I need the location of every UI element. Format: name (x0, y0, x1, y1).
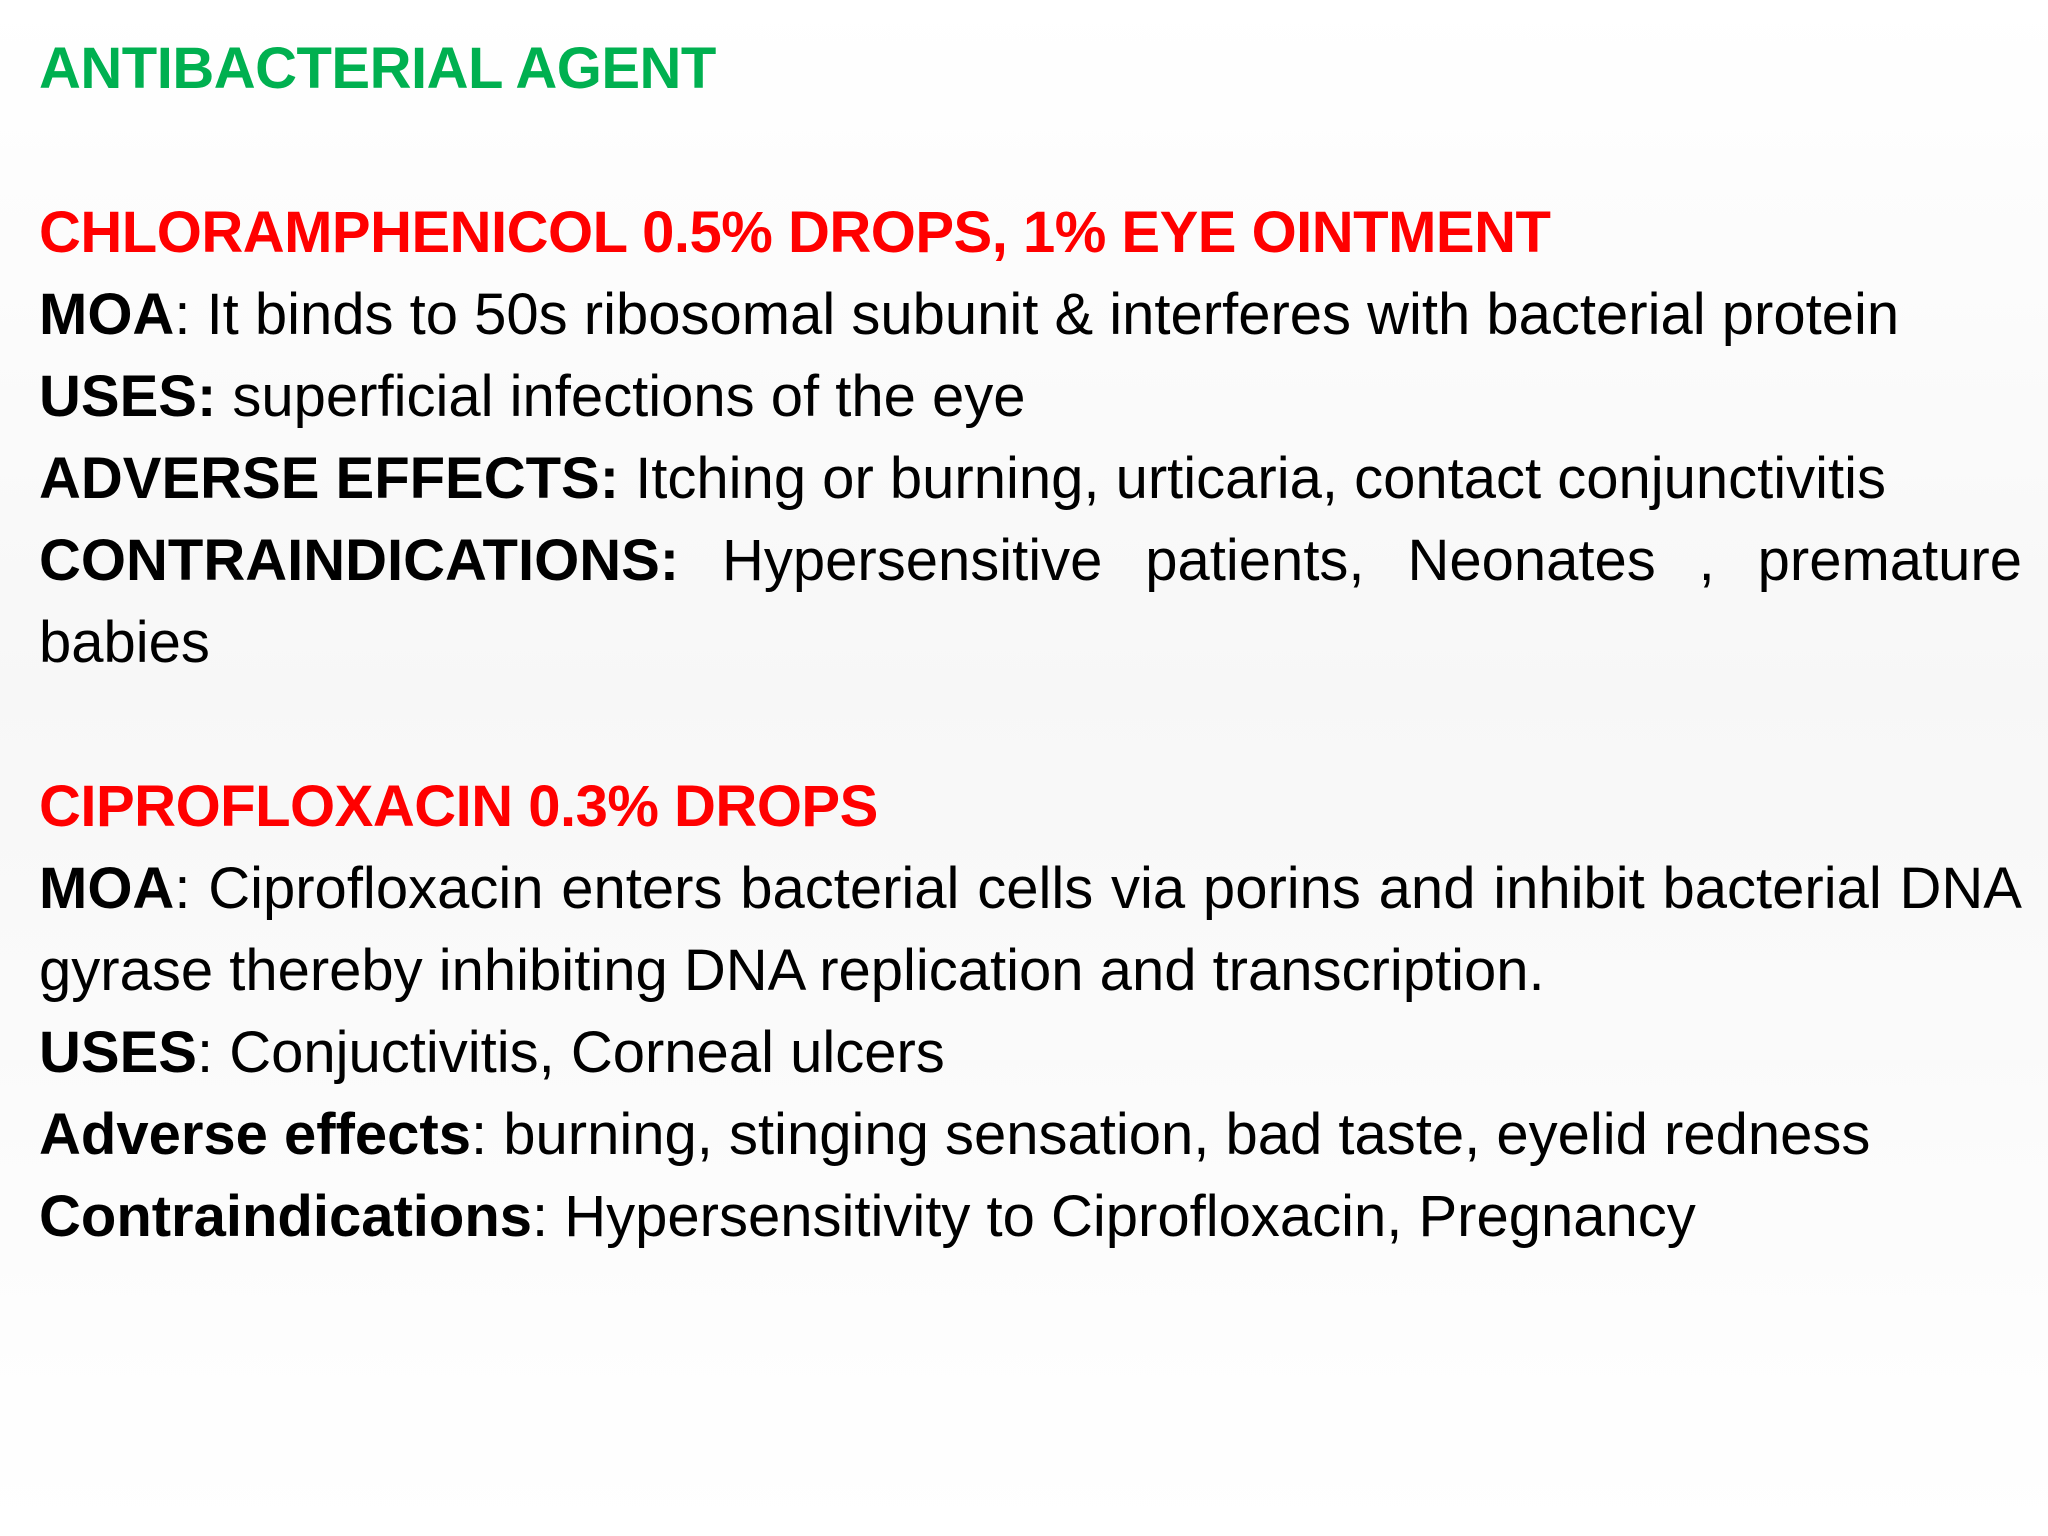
separator: : (174, 282, 207, 347)
spacer (39, 110, 2022, 192)
separator (619, 446, 635, 511)
adverse-effects-label: ADVERSE EFFECTS: (39, 446, 620, 511)
uses-label: USES: (39, 364, 217, 429)
moa-text: Ciprofloxacin enters bacterial cells via porins and inhibit bacterial DNA gyrase thereby inhibiting DNA replication and transcription. (39, 856, 2022, 1003)
separator (679, 528, 722, 593)
separator: : (196, 1020, 230, 1085)
contraindications-paragraph (39, 1176, 2022, 1258)
contraindications-text: Hypersensitive patients, Neonates , premature babies (39, 528, 2022, 675)
moa-paragraph (39, 274, 2022, 356)
adverse-effects-paragraph (39, 1094, 2022, 1176)
contraindications-text: Hypersensitivity to Ciprofloxacin, Pregnancy (564, 1184, 1696, 1249)
adverse-effects-text: Itching or burning, urticaria, contact conjunctivitis (635, 446, 1887, 511)
uses-paragraph (39, 356, 2022, 438)
adverse-effects-paragraph (39, 438, 2022, 520)
separator: : (532, 1184, 565, 1249)
adverse-effects-label: Adverse effects (39, 1102, 471, 1167)
separator (216, 364, 232, 429)
uses-text: Conjuctivitis, Corneal ulcers (229, 1020, 945, 1085)
moa-text: It binds to 50s ribosomal subunit & interferes with bacterial protein (206, 282, 1900, 347)
slide-content (39, 28, 2022, 1258)
moa-label: MOA (39, 856, 175, 921)
uses-text: superficial infections of the eye (232, 364, 1026, 429)
separator: : (471, 1102, 504, 1167)
moa-paragraph (39, 848, 2022, 1012)
contraindications-label: Contraindications (39, 1184, 533, 1249)
drug-heading-chloramphenicol: CHLORAMPHENICOL 0.5% DROPS, 1% EYE OINTMENT (39, 200, 1551, 265)
adverse-effects-text: burning, stinging sensation, bad taste, eyelid redness (503, 1102, 1871, 1167)
slide-title: ANTIBACTERIAL AGENT (39, 36, 716, 101)
uses-label: USES (39, 1020, 197, 1085)
uses-paragraph (39, 1012, 2022, 1094)
contraindications-paragraph (39, 520, 2022, 684)
separator: : (174, 856, 209, 921)
spacer (39, 684, 2022, 766)
drug-heading-ciprofloxacin: CIPROFLOXACIN 0.3% DROPS (39, 774, 878, 839)
moa-label: MOA (39, 282, 175, 347)
contraindications-label: CONTRAINDICATIONS: (39, 528, 680, 593)
